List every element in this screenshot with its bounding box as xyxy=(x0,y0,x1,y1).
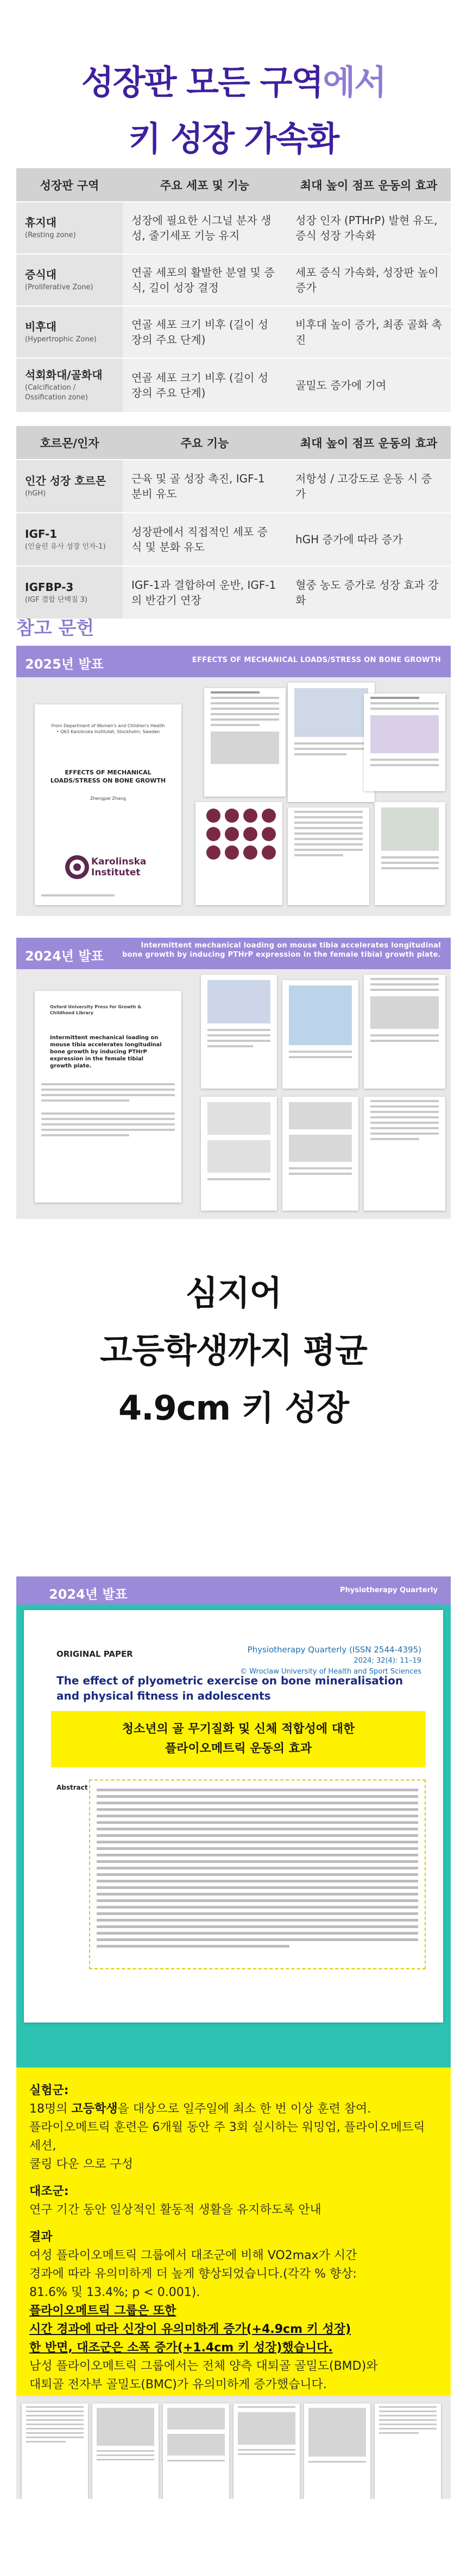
paper-page-thumb xyxy=(163,2403,229,2499)
zone-name: 비후대 (Hypertrophic Zone) xyxy=(16,306,123,358)
zone-jump-effect: 세포 증식 가속화, 성장판 높이 증가 xyxy=(287,254,451,306)
karolinska-logo-text: Karolinska Institutet xyxy=(91,856,147,878)
zone-name: 석회화대/골화대 (Calcification / Ossification zone) xyxy=(16,358,123,412)
hormone-function: IGF-1과 결합하여 운반, IGF-1의 반감기 연장 xyxy=(123,566,287,619)
table-row xyxy=(16,460,451,513)
zone-name: 증식대 (Proliferative Zone) xyxy=(16,254,123,306)
hero-title xyxy=(0,54,467,167)
reference-papers-2024 xyxy=(16,969,451,1219)
table-header-row xyxy=(16,426,451,460)
paper-page-thumb xyxy=(92,2403,159,2499)
growth-plate-zone-table xyxy=(16,168,451,413)
reference-banner-2024 xyxy=(16,938,451,969)
hero-line-1-strong: 성장판 모든 구역 xyxy=(81,62,323,102)
hero-line-1 xyxy=(0,54,467,111)
paper-page-thumb xyxy=(288,683,375,802)
reference-papers-2025 xyxy=(16,677,451,916)
pq-paper-page xyxy=(24,1610,443,2022)
column-header: 최대 높이 점프 운동의 효과 xyxy=(287,168,451,202)
table-header-row xyxy=(16,168,451,202)
control-group-heading: 대조군: xyxy=(29,2185,69,2198)
table-row xyxy=(16,513,451,566)
zone-cell-function: 연골 세포 크기 비후 (길이 성장의 주요 단계) xyxy=(123,358,287,412)
paper-page-thumb xyxy=(234,2403,300,2499)
table-row xyxy=(16,566,451,619)
abstract-box xyxy=(89,1779,426,1969)
results-line-emphasis: 플라이오메트릭 그룹은 또한 xyxy=(29,2304,176,2318)
journal-name: Oxford University Press for Growth & Childhood Library xyxy=(50,1004,142,1015)
middle-line-3: 4.9cm 키 성장 xyxy=(118,1388,349,1428)
column-header: 성장판 구역 xyxy=(16,168,123,202)
reference-banner-2025 xyxy=(16,646,451,677)
experimental-group-line: 쿨링 다운 으로 구성 xyxy=(29,2158,133,2171)
paper-page-thumb xyxy=(201,1097,277,1211)
hormone-name: IGFBP-3 (IGF 결합 단백질 3) xyxy=(16,566,123,619)
paper-page-thumb xyxy=(204,688,286,797)
hormone-jump-effect: 혈중 농도 증가로 성장 효과 강화 xyxy=(287,566,451,619)
experimental-group-line: 플라이오메트릭 훈련은 6개월 동안 주 3회 실시하는 워밍업, 플라이오메트릭 세션, xyxy=(29,2121,425,2153)
paper-page-thumb xyxy=(22,2403,88,2499)
paper-page-thumb xyxy=(201,975,277,1089)
hormone-name: IGF-1 (인슐린 유사 성장 인자-1) xyxy=(16,513,123,566)
hormone-name: 인간 성장 호르몬 (hGH) xyxy=(16,460,123,513)
zone-jump-effect: 비후대 높이 증가, 최종 골화 촉진 xyxy=(287,306,451,358)
thesis-title: EFFECTS OF MECHANICAL LOADS/STRESS ON BONE GROWTH xyxy=(50,769,166,784)
thesis-cover xyxy=(35,704,181,905)
journal-article-title: Intermittent mechanical loading on mouse tibia accelerates longitudinal bone growth by inducing PTHrP expression in the female tibial growth plate. xyxy=(50,1035,162,1069)
reference-year: 2024년 발표 xyxy=(25,949,104,964)
paper-page-thumb xyxy=(364,975,445,1089)
table-row xyxy=(16,202,451,254)
zone-cell-function: 연골 세포의 활발한 분열 및 증식, 길이 성장 결정 xyxy=(123,254,287,306)
journal-cover xyxy=(35,991,181,1203)
korean-title-line-2: 플라이오메트릭 운동의 효과 xyxy=(165,1742,312,1756)
hormone-function: 성장판에서 직접적인 세포 증식 및 분화 유도 xyxy=(123,513,287,566)
experimental-group-heading: 실험군: xyxy=(29,2084,69,2097)
korean-title-line-1: 청소년의 골 무기질화 및 신체 적합성에 대한 xyxy=(122,1722,355,1736)
column-header: 주요 세포 및 기능 xyxy=(123,168,287,202)
hormone-jump-effect: 저항성 / 고강도로 운동 시 증가 xyxy=(287,460,451,513)
paper-page-thumb xyxy=(195,802,282,905)
paper-page-thumb xyxy=(364,694,445,791)
column-header: 주요 기능 xyxy=(123,426,287,460)
results-line: 여성 플라이오메트릭 그룹에서 대조군에 비해 VO2max가 시간 xyxy=(29,2249,357,2262)
results-line-emphasis: 한 반면, 대조군은 소폭 증가(+1.4cm 키 성장)했습니다. xyxy=(29,2341,333,2355)
zone-jump-effect: 성장 인자 (PTHrP) 발현 유도, 증식 성장 가속화 xyxy=(287,202,451,254)
zone-cell-function: 연골 세포 크기 비후 (길이 성장의 주요 단계) xyxy=(123,306,287,358)
experimental-group-line: 18명의 고등학생을 대상으로 일주일에 최소 한 번 이상 훈련 참여. xyxy=(29,2102,371,2116)
thesis-author: Zhengpei Zhang xyxy=(90,796,126,801)
table-row xyxy=(16,358,451,412)
study-summary-box xyxy=(16,2068,451,2396)
results-line: 81.6% 및 13.4%; p < 0.001). xyxy=(29,2286,200,2299)
reference-year: 2025년 발표 xyxy=(25,657,104,672)
zone-jump-effect: 골밀도 증가에 기여 xyxy=(287,358,451,412)
results-line: 경과에 따라 유의미하게 더 높게 향상되었습니다.(각각 % 향상: xyxy=(29,2267,357,2281)
table-row xyxy=(16,254,451,306)
results-heading: 결과 xyxy=(29,2230,53,2244)
hormone-factor-table xyxy=(16,426,451,620)
journal-info: Physiotherapy Quarterly (ISSN 2544-4395) 2024; 32(4): 11–19 © Wroclaw University of Health and Sport Sciences xyxy=(240,1645,421,1676)
paper-page-thumb xyxy=(282,980,358,1089)
paper-page-thumb xyxy=(282,1097,358,1211)
paper-page-thumb xyxy=(288,807,369,905)
paper-page-thumb xyxy=(375,802,445,905)
reference-banner-title: Intermittent mechanical loading on mouse tibia accelerates longitudinal bone growth by inducing PTHrP expression in the female tibial growth plate. xyxy=(122,942,441,959)
control-group-line: 연구 기간 동안 일상적인 활동적 생활을 유지하도록 안내 xyxy=(29,2203,321,2217)
column-header: 최대 높이 점프 운동의 효과 xyxy=(287,426,451,460)
middle-line-2: 고등학생까지 평균 xyxy=(100,1331,367,1370)
paper-page-thumb xyxy=(364,1097,445,1211)
zone-name: 휴지대 (Resting zone) xyxy=(16,202,123,254)
abstract-label: Abstract xyxy=(56,1784,88,1791)
pq-banner xyxy=(16,1576,451,1605)
pq-year: 2024년 발표 xyxy=(49,1587,128,1602)
original-paper-label: ORIGINAL PAPER xyxy=(56,1649,133,1659)
thesis-institution: From Department of Women's and Children's Health • Q63 Karolinska Institutet, Stockholm, Sweden xyxy=(51,723,165,734)
zone-cell-function: 성장에 필요한 시그널 분자 생성, 줄기세포 기능 유지 xyxy=(123,202,287,254)
pq-page-thumbnails xyxy=(16,2396,451,2499)
pq-journal-tag: Physiotherapy Quarterly xyxy=(339,1586,438,1594)
hormone-jump-effect: hGH 증가에 따라 증가 xyxy=(287,513,451,566)
reference-banner-title: EFFECTS OF MECHANICAL LOADS/STRESS ON BONE GROWTH xyxy=(192,656,441,664)
hero-line-1-light: 에서 xyxy=(323,62,386,102)
table-row xyxy=(16,306,451,358)
hormone-function: 근육 및 골 성장 촉진, IGF-1 분비 유도 xyxy=(123,460,287,513)
column-header: 호르몬/인자 xyxy=(16,426,123,460)
paper-page-thumb xyxy=(304,2403,370,2499)
results-line: 대퇴골 전자부 골밀도(BMC)가 유의미하게 증가했습니다. xyxy=(29,2378,327,2391)
paper-page-thumb xyxy=(375,2403,441,2499)
hero-line-2: 키 성장 가속화 xyxy=(128,119,339,158)
middle-headline xyxy=(0,1264,467,1437)
korean-title-highlight xyxy=(51,1711,426,1767)
middle-line-1: 심지어 xyxy=(185,1273,282,1313)
pq-paper-title: The effect of plyometric exercise on bone mineralisation and physical fitness in adolescents xyxy=(56,1674,403,1702)
results-line-emphasis: 시간 경과에 따라 신장이 유의미하게 증가(+4.9cm 키 성장) xyxy=(29,2323,351,2336)
references-title: 참고 문헌 xyxy=(16,618,94,639)
results-line: 남성 플라이오메트릭 그룹에서는 전체 양측 대퇴골 골밀도(BMD)와 xyxy=(29,2359,378,2373)
